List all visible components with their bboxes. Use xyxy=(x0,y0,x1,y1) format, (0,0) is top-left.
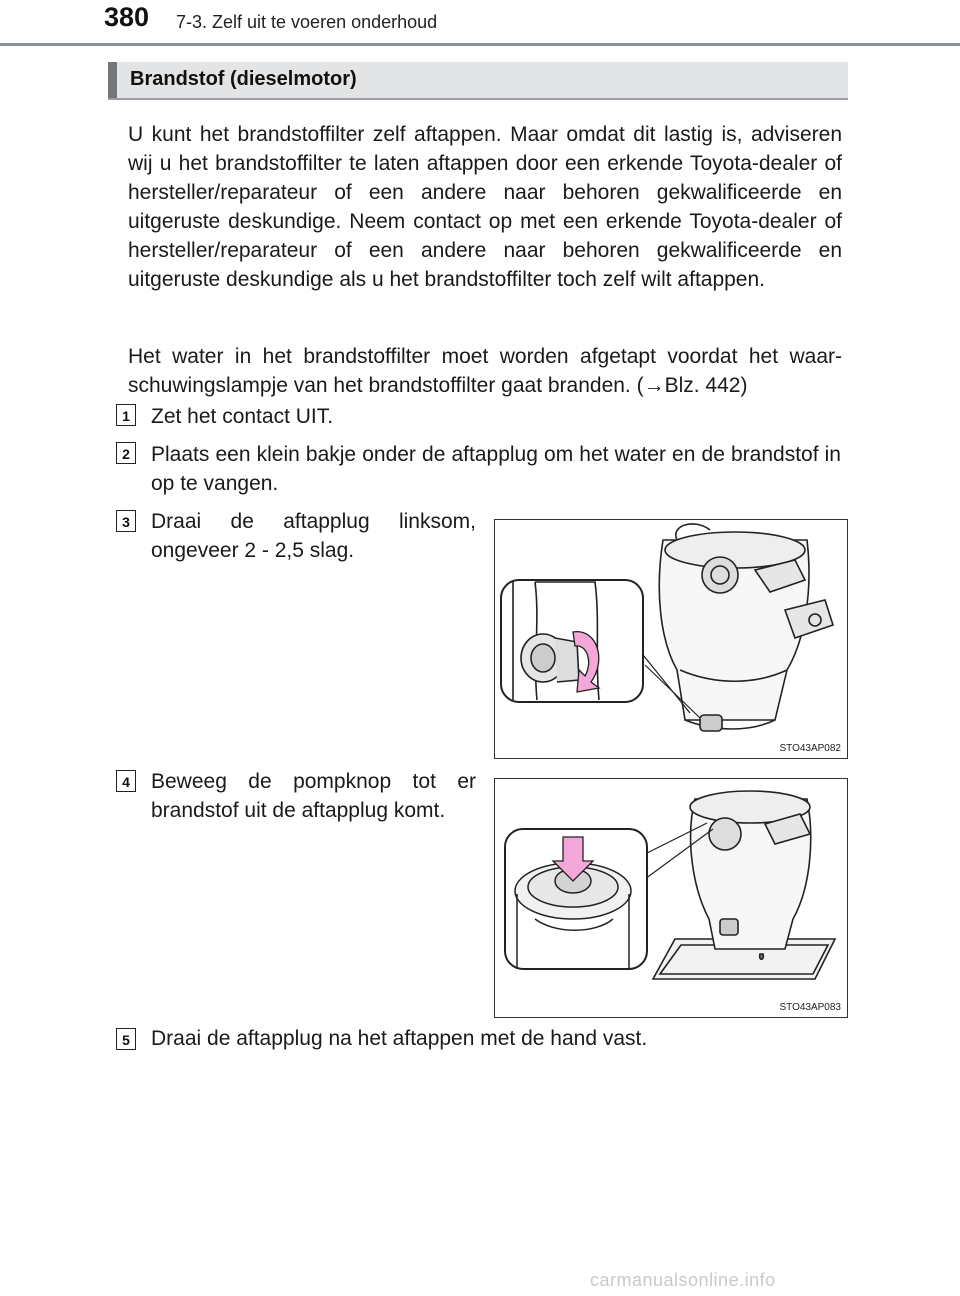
step-text-4: Beweeg de pompknop tot er brandstof uit de aftapplug komt. xyxy=(151,770,476,822)
intro-paragraph-2: Het water in het brandstoffilter moet worden afgetapt voordat het waarschuwingslampje van het brandstoffilter gaat branden. (→Blz. 442) xyxy=(128,345,842,397)
pump-knob-illustration xyxy=(495,779,849,1019)
drain-plug-illustration xyxy=(495,520,849,760)
figure-code-2: STO43AP083 xyxy=(779,1002,841,1013)
step-badge-3: 3 xyxy=(116,510,136,532)
step-text-3: Draai de aftapplug linksom, ongeveer 2 - 2,5 slag. xyxy=(151,510,476,562)
figure-drain-plug xyxy=(494,519,848,759)
page-number: 380 xyxy=(104,2,150,32)
intro-paragraph-1: U kunt het brandstoffilter zelf aftappen. Maar omdat dit lastig is, adviseren wij u het brandstoffilter te laten aftappen door een erkende Toyota-dealer of hersteller/reparateur of een andere naar behoren gekwalificeerde en uitgeruste deskundige. Neem contact op met een erkende Toyota-dealer of hersteller/reparateur of een andere naar behoren gekwalificeerde en uitgeruste deskundige als u het brandstoffilter toch zelf wilt aftappen. xyxy=(128,123,842,291)
chapter-title: 7-3. Zelf uit te voeren onderhoud xyxy=(176,12,438,32)
section-title: Brandstof (dieselmotor) xyxy=(130,68,357,90)
section-header xyxy=(108,62,848,100)
footer-watermark: carmanualsonline.info xyxy=(590,1270,776,1290)
figure-pump-knob xyxy=(494,778,848,1018)
step-text-5: Draai de aftapplug na het aftappen met de hand vast. xyxy=(151,1027,648,1050)
step-text-1: Zet het contact UIT. xyxy=(151,405,334,428)
step-badge-4: 4 xyxy=(116,770,136,792)
header-rule xyxy=(0,43,960,46)
step-badge-1: 1 xyxy=(116,404,136,426)
step-badge-2: 2 xyxy=(116,442,136,464)
figure-code-1: STO43AP082 xyxy=(779,743,841,754)
step-text-2: Plaats een klein bakje onder de aftapplug om het water en de brandstof in op te vangen. xyxy=(151,443,841,495)
step-badge-5: 5 xyxy=(116,1028,136,1050)
